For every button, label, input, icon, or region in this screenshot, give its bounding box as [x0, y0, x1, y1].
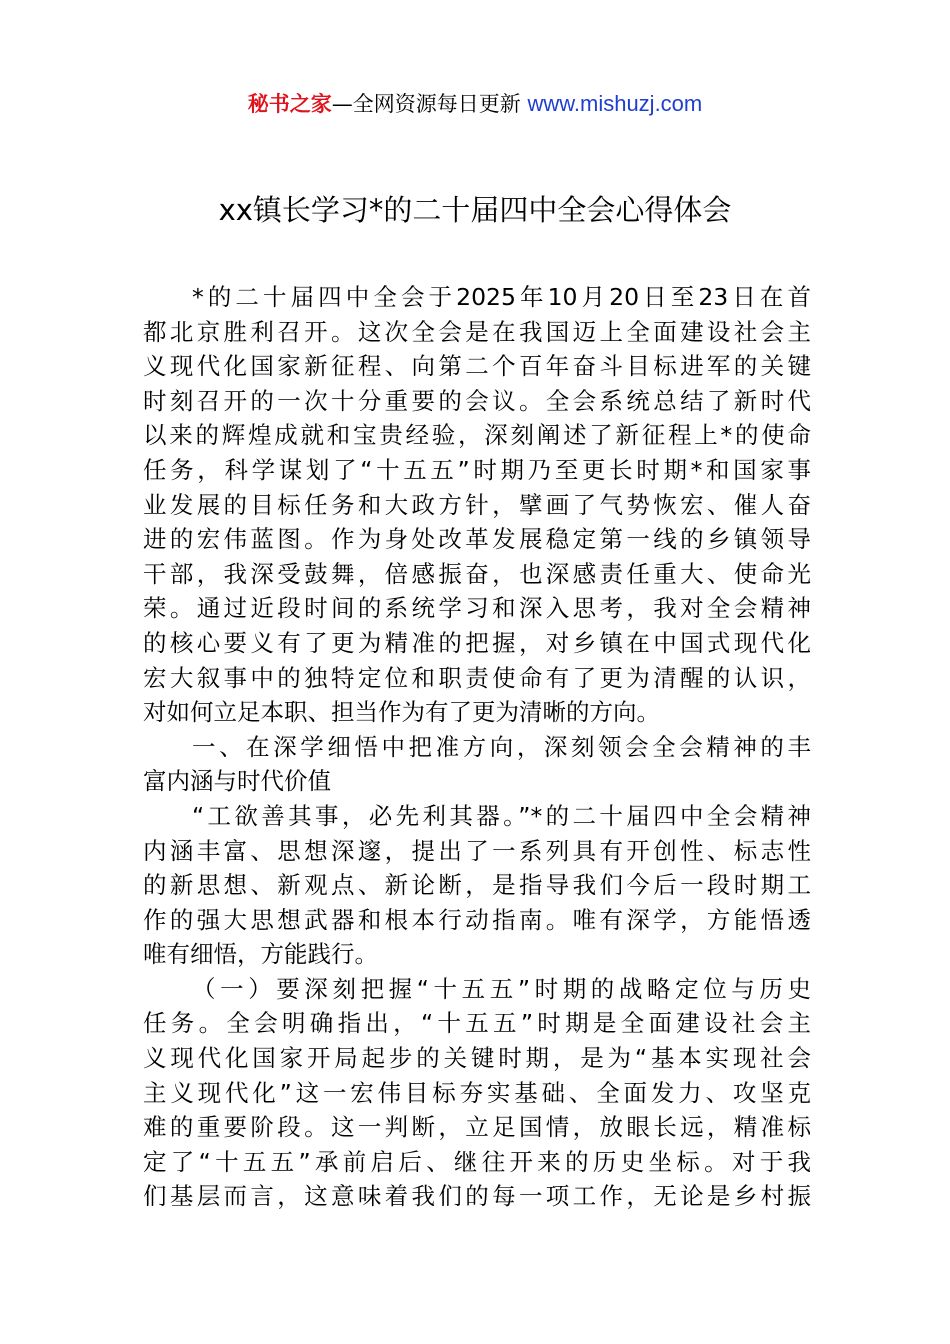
text-line: 时刻召开的一次十分重要的会议。全会系统总结了新时代 — [143, 386, 811, 415]
text-line: 任务。全会明确指出，“十五五”时期是全面建设社会主 — [143, 1009, 811, 1038]
text-line: 的新思想、新观点、新论断，是指导我们今后一段时期工 — [143, 871, 811, 900]
brand-name: 秘书之家 — [247, 92, 332, 116]
text-line: 以来的辉煌成就和宝贵经验，深刻阐述了新征程上*的使命 — [143, 421, 811, 450]
text-line: （一）要深刻把握“十五五”时期的战略定位与历史 — [192, 974, 811, 1003]
document-body — [143, 280, 811, 1214]
text-line: 宏大叙事中的独特定位和职责使命有了更为清醒的认识， — [143, 663, 811, 692]
text-line: 义现代化国家开局起步的关键时期，是为“基本实现社会 — [143, 1044, 811, 1073]
paragraph — [143, 730, 811, 799]
text-line: 唯有细悟，方能践行。 — [143, 940, 378, 969]
paragraph — [143, 972, 811, 1214]
text-line: 任务，科学谋划了“十五五”时期乃至更长时期*和国家事 — [143, 455, 811, 484]
text-line: 主义现代化”这一宏伟目标夯实基础、全面发力、攻坚克 — [143, 1078, 811, 1107]
text-line: 一、在深学细悟中把准方向，深刻领会全会精神的丰 — [192, 732, 811, 761]
text-line: 进的宏伟蓝图。作为身处改革发展稳定第一线的乡镇领导 — [143, 525, 811, 554]
text-line: 难的重要阶段。这一判断，立足国情，放眼长远，精准标 — [143, 1113, 811, 1142]
text-line: 都北京胜利召开。这次全会是在我国迈上全面建设社会主 — [143, 317, 811, 346]
paragraph — [143, 799, 811, 972]
text-line: *的二十届四中全会于2025年10月20日至23日在首 — [192, 283, 811, 311]
site-url-link[interactable]: www.mishuzj.com — [527, 91, 703, 116]
text-line: 作的强大思想武器和根本行动指南。唯有深学，方能悟透 — [143, 905, 811, 934]
text-line: 对如何立足本职、担当作为有了更为清晰的方向。 — [143, 698, 660, 727]
document-title: xx镇长学习*的二十届四中全会心得体会 — [218, 193, 732, 227]
text-line: 富内涵与时代价值 — [143, 767, 331, 796]
text-line: 业发展的目标任务和大政方针，擘画了气势恢宏、催人奋 — [143, 490, 811, 519]
text-line: 定了“十五五”承前启后、继往开来的历史坐标。对于我 — [143, 1147, 811, 1176]
text-line: 干部，我深受鼓舞，倍感振奋，也深感责任重大、使命光 — [143, 559, 811, 588]
text-line: “工欲善其事，必先利其器。”*的二十届四中全会精神 — [192, 801, 811, 830]
site-header — [0, 88, 950, 120]
text-line: 荣。通过近段时间的系统学习和深入思考，我对全会精神 — [143, 594, 811, 623]
paragraph — [143, 280, 811, 730]
header-tagline: —全网资源每日更新 — [331, 92, 528, 116]
text-line: 的核心要义有了更为精准的把握，对乡镇在中国式现代化 — [143, 628, 811, 657]
text-line: 义现代化国家新征程、向第二个百年奋斗目标进军的关键 — [143, 352, 811, 381]
text-line: 们基层而言，这意味着我们的每一项工作，无论是乡村振 — [143, 1182, 811, 1211]
text-line: 内涵丰富、思想深邃，提出了一系列具有开创性、标志性 — [143, 836, 811, 865]
